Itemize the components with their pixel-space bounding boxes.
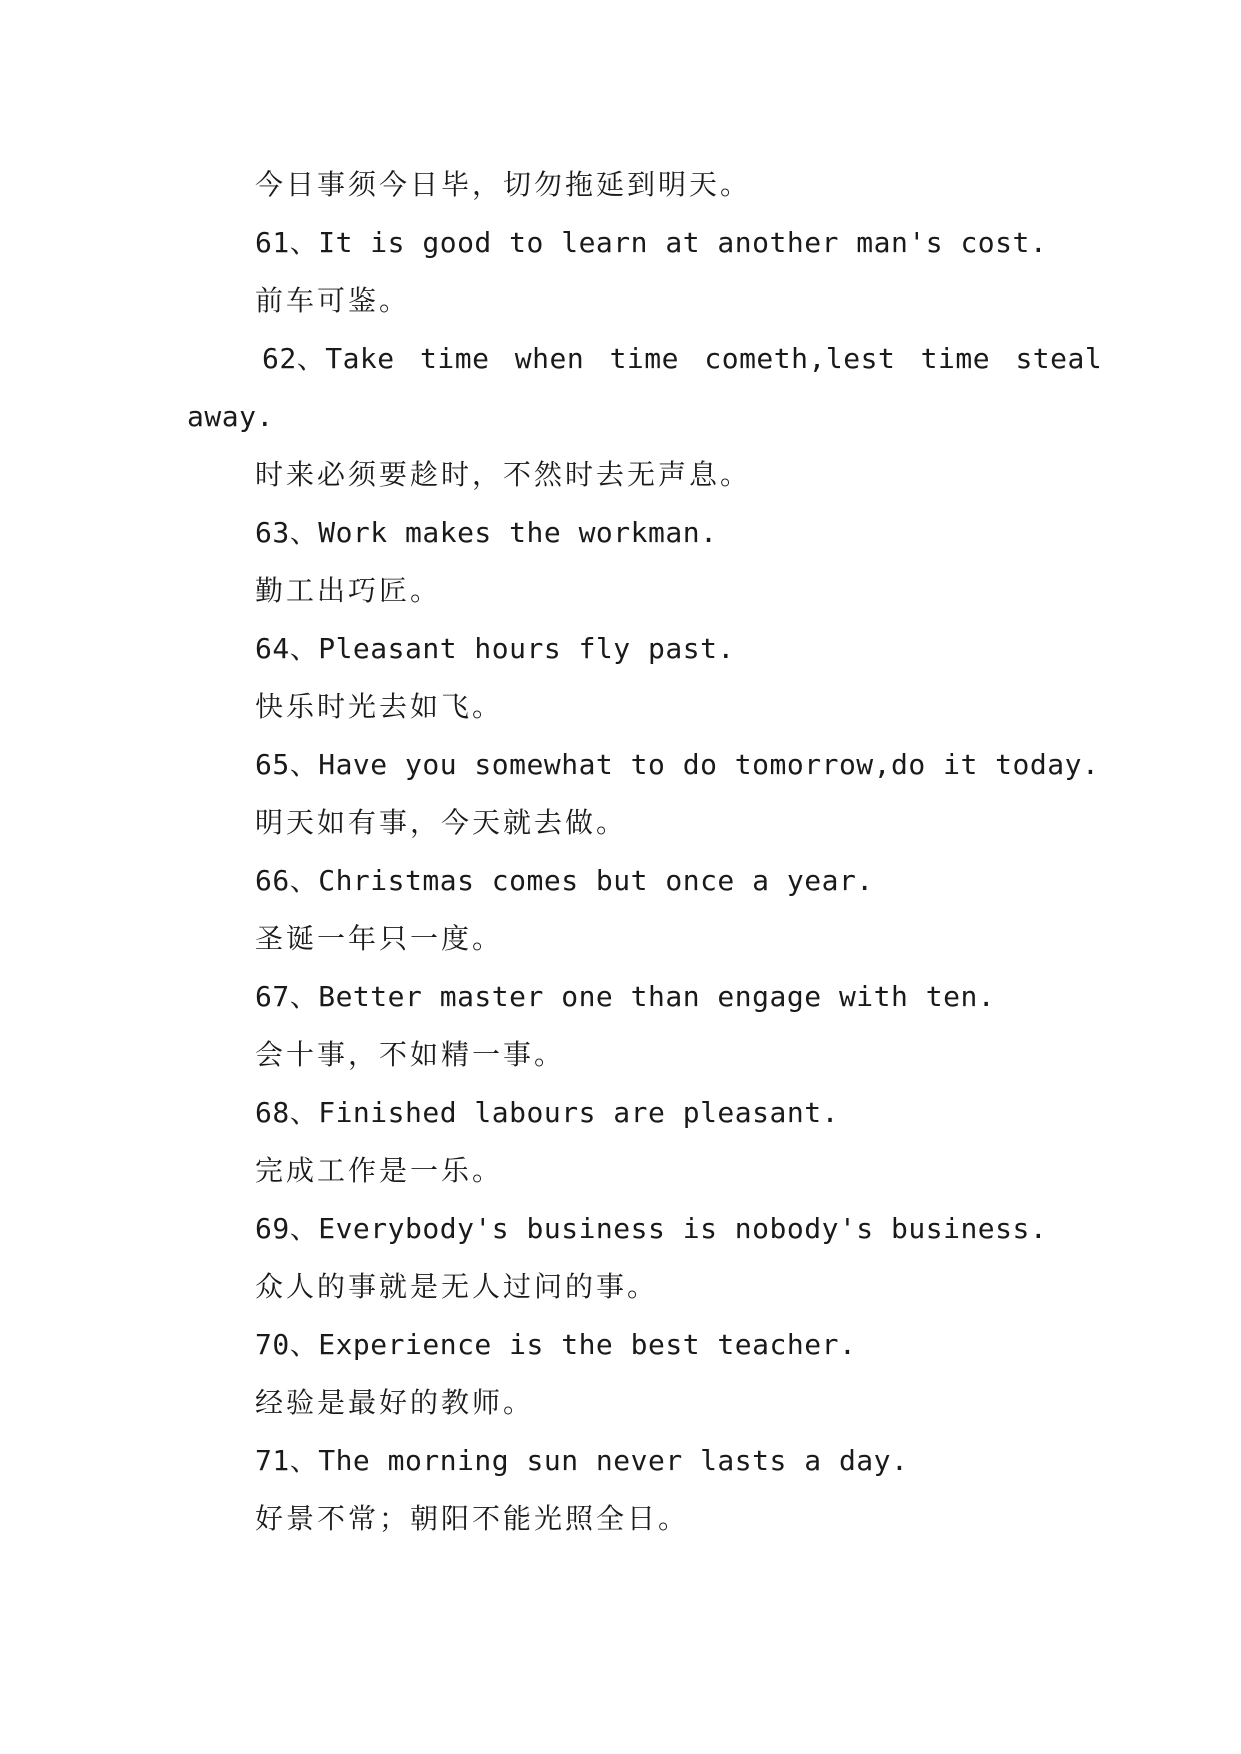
text-line: 71、The morning sun never lasts a day. xyxy=(255,1444,909,1477)
text-line: 70、Experience is the best teacher. xyxy=(255,1328,857,1361)
text-line: 62、Take time when time cometh,lest time steal xyxy=(262,342,1103,375)
text-line: 众人的事就是无人过问的事。 xyxy=(255,1270,659,1303)
text-line: 好景不常；朝阳不能光照全日。 xyxy=(255,1502,690,1535)
text-line: 63、Work makes the workman. xyxy=(255,516,718,549)
text-line: 勤工出巧匠。 xyxy=(255,574,442,607)
text-line: 完成工作是一乐。 xyxy=(255,1154,504,1187)
text-line: 69、Everybody's business is nobody's business. xyxy=(255,1212,1048,1245)
text-line: 时来必须要趁时，不然时去无声息。 xyxy=(255,458,752,491)
text-line: 66、Christmas comes but once a year. xyxy=(255,864,874,897)
text-line: 65、Have you somewhat to do tomorrow,do it today. xyxy=(255,748,1100,781)
text-line: away. xyxy=(187,400,274,433)
text-line: 67、Better master one than engage with ten. xyxy=(255,980,996,1013)
text-line: 68、Finished labours are pleasant. xyxy=(255,1096,839,1129)
text-line: 圣诞一年只一度。 xyxy=(255,922,504,955)
text-line: 今日事须今日毕，切勿拖延到明天。 xyxy=(255,168,752,201)
text-line: 快乐时光去如飞。 xyxy=(255,690,504,723)
text-line: 前车可鉴。 xyxy=(255,284,411,317)
text-line: 明天如有事，今天就去做。 xyxy=(255,806,628,839)
text-line: 64、Pleasant hours fly past. xyxy=(255,632,735,665)
text-line: 61、It is good to learn at another man's cost. xyxy=(255,226,1048,259)
text-line: 经验是最好的教师。 xyxy=(255,1386,535,1419)
text-line: 会十事，不如精一事。 xyxy=(255,1038,566,1071)
